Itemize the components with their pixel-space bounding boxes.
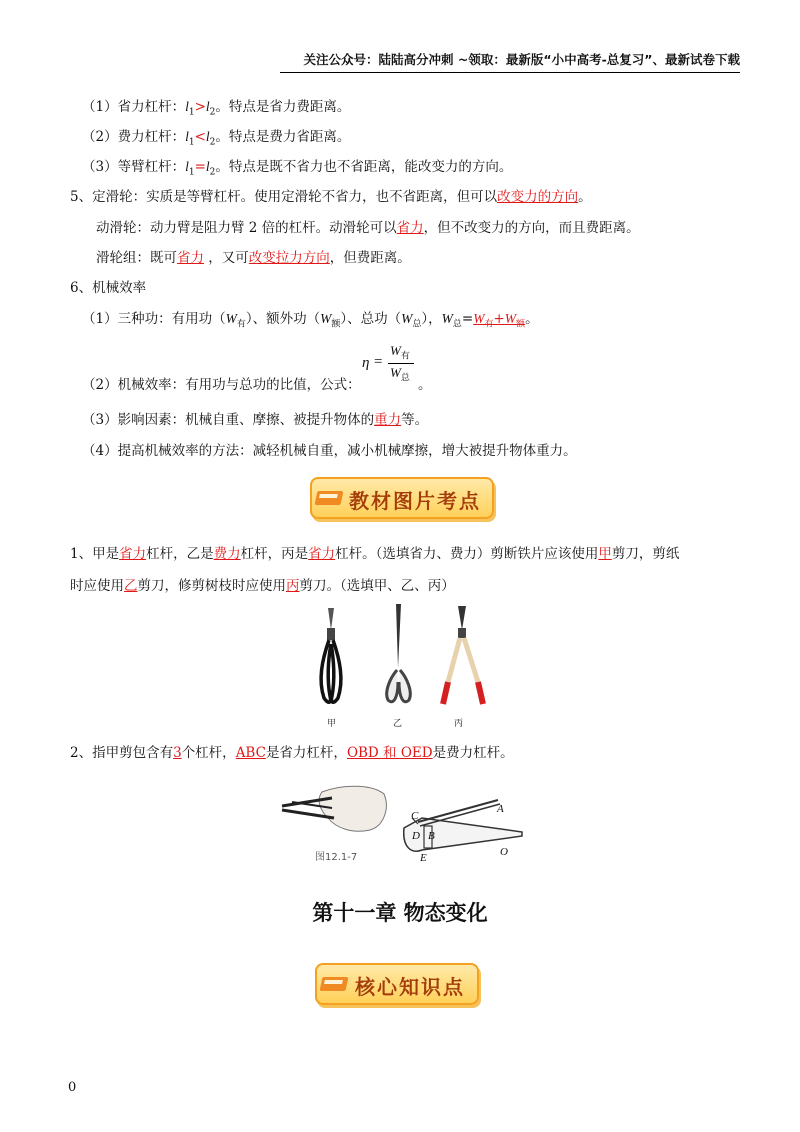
chapter-title: 第十一章 物态变化 bbox=[312, 901, 488, 925]
answer-blank: 甲 bbox=[598, 546, 612, 562]
answer-blank: 省力 bbox=[308, 546, 336, 562]
caption-jia: 甲 bbox=[327, 719, 337, 729]
answer-blank: 3 bbox=[173, 745, 182, 761]
answer-blank: 重力 bbox=[374, 412, 402, 428]
label-a: A bbox=[497, 803, 504, 815]
answer-blank: 省力 bbox=[119, 546, 147, 562]
label-b: B bbox=[428, 830, 435, 842]
nail-clipper-figure bbox=[272, 778, 532, 868]
efficiency-ratio-line: （2）机械效率：有用功与总功的比值，公式： bbox=[82, 377, 361, 393]
caption-yi: 乙 bbox=[393, 719, 403, 729]
answer-blank: OBD 和 OED bbox=[346, 745, 433, 761]
hand-with-clipper bbox=[282, 786, 386, 831]
clipper-diagram bbox=[404, 800, 522, 851]
movable-pulley-line: 动滑轮：动力臂是阻力臂 2 倍的杠杆。动滑轮可以省力，但不改变力的方向，而且费距离。 bbox=[96, 220, 640, 236]
caption-bing: 丙 bbox=[454, 719, 464, 729]
answer-blank: 改变拉力方向 bbox=[248, 250, 330, 266]
answer-blank: ABC bbox=[235, 745, 266, 761]
efficiency-ratio-end: 。 bbox=[418, 377, 432, 393]
section-banner-textbook-figures: 教材图片考点 bbox=[310, 477, 494, 519]
scissors-figure bbox=[300, 600, 500, 720]
answer-blank: 乙 bbox=[124, 578, 138, 594]
factors-line: （3）影响因素：机械自重、摩擦、被提升物体的重力等。 bbox=[82, 412, 429, 428]
section-banner-core-knowledge: 核心知识点 bbox=[315, 963, 479, 1005]
question-1-line-2: 时应使用乙剪刀，修剪树枝时应使用丙剪刀。（选填甲、乙、丙） bbox=[70, 578, 455, 594]
answer-blank: 费力 bbox=[213, 546, 241, 562]
answer-blank: 省力 bbox=[396, 220, 424, 236]
page-header: 关注公众号：陆陆高分冲刺 ~领取：最新版“小中高考-总复习”、最新试卷下载 bbox=[280, 50, 740, 73]
answer-blank: 改变力的方向 bbox=[497, 189, 579, 205]
pulley-block-line: 滑轮组：既可省力 ，又可改变拉力方向，但费距离。 bbox=[96, 250, 411, 266]
answer-blank: 省力 bbox=[177, 250, 204, 266]
page-number: 0 bbox=[68, 1080, 77, 1095]
answer-blank: $W_有+W_额$ bbox=[473, 311, 526, 330]
fixed-pulley-line: 5、定滑轮：实质是等臂杠杆。使用定滑轮不省力，也不省距离，但可以改变力的方向。 bbox=[70, 189, 592, 205]
lever-type-3: （3）等臂杠杆：$l_1=l_2$。特点是既不省力也不省距离，能改变力的方向。 bbox=[82, 159, 513, 178]
lever-type-1: （1）省力杠杆：$l_1>l_2$。特点是省力费距离。 bbox=[82, 99, 351, 118]
figure-caption: 图12.1-7 bbox=[315, 852, 358, 863]
label-d: D bbox=[412, 830, 420, 842]
question-1-line-1: 1、甲是省力杠杆，乙是费力杠杆，丙是省力杠杆。（选填省力、费力）剪断铁片应该使用甲剪刀，剪纸 bbox=[70, 546, 680, 562]
efficiency-title: 6、机械效率 bbox=[70, 280, 147, 296]
three-work-line: （1）三种功：有用功$(W_有)$、额外功$(W_额)$、总功$(W_总)$，$W_总=W_有+W_额$。 bbox=[82, 311, 539, 330]
label-e: E bbox=[420, 852, 427, 864]
book-icon bbox=[315, 491, 344, 505]
label-o: O bbox=[500, 846, 508, 858]
paper-scissors-yi bbox=[387, 604, 411, 702]
label-c: C bbox=[411, 810, 419, 822]
book-icon bbox=[320, 977, 349, 991]
improve-line: （4）提高机械效率的方法：减轻机械自重，减小机械摩擦，增大被提升物体重力。 bbox=[82, 443, 577, 459]
question-2-line: 2、指甲剪包含有3个杠杆，ABC是省力杠杆，OBD 和 OED是费力杠杆。 bbox=[70, 745, 514, 761]
tin-snips-jia bbox=[321, 608, 341, 702]
answer-blank: 丙 bbox=[286, 578, 300, 594]
pruning-shears-bing bbox=[443, 606, 483, 704]
lever-type-2: （2）费力杠杆：$l_1<l_2$。特点是费力省距离。 bbox=[82, 129, 351, 148]
